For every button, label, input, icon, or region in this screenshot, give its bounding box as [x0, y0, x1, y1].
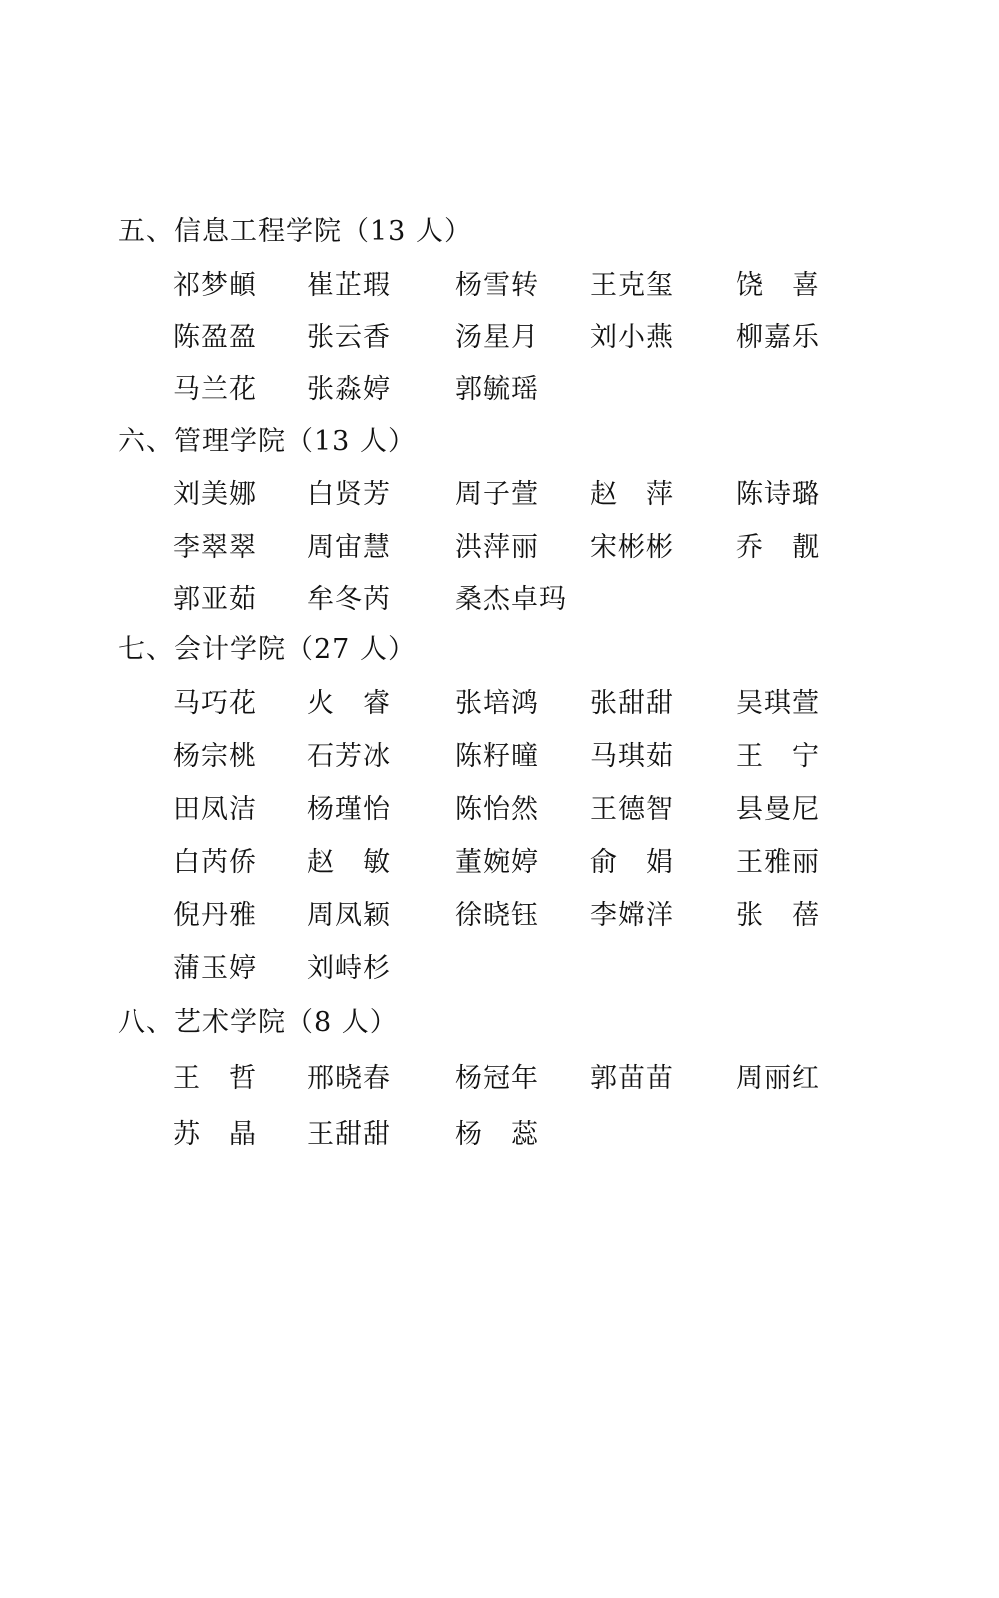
student-name: 陈籽曈: [455, 741, 539, 772]
student-name: 李嫦洋: [590, 900, 674, 931]
name-row: [0, 372, 999, 412]
student-name: 牟冬芮: [307, 584, 391, 615]
student-name: 陈怡然: [455, 794, 539, 825]
student-name: 崔芷瑕: [307, 270, 391, 301]
student-name: 邢晓春: [307, 1063, 391, 1094]
student-name: 周子萱: [455, 479, 539, 510]
student-name: 张甜甜: [590, 688, 674, 719]
student-name: 张淼婷: [307, 374, 391, 405]
student-name: 苏 晶: [173, 1119, 257, 1150]
name-row: [0, 1061, 999, 1101]
student-name: 桑杰卓玛: [455, 584, 567, 615]
student-name: 白贤芳: [307, 479, 391, 510]
student-name: 张培鸿: [455, 688, 539, 719]
name-row: [0, 1117, 999, 1157]
name-row: [0, 792, 999, 832]
student-name: 杨宗桃: [173, 741, 257, 772]
student-name: 洪萍丽: [455, 532, 539, 563]
student-name: 郭苗苗: [590, 1063, 674, 1094]
name-row: [0, 686, 999, 726]
student-name: 王 哲: [173, 1063, 257, 1094]
student-name: 张 蓓: [736, 900, 820, 931]
student-name: 杨冠年: [455, 1063, 539, 1094]
student-name: 王克玺: [590, 270, 674, 301]
student-name: 刘美娜: [173, 479, 257, 510]
student-name: 赵 萍: [590, 479, 674, 510]
student-name: 乔 靓: [736, 532, 820, 563]
student-name: 刘峙杉: [307, 953, 391, 984]
student-name: 县曼尼: [736, 794, 820, 825]
section-heading: 八、艺术学院（8 人）: [118, 1007, 398, 1038]
student-name: 马兰花: [173, 374, 257, 405]
student-name: 周丽红: [736, 1063, 820, 1094]
student-name: 蒲玉婷: [173, 953, 257, 984]
student-name: 火 睿: [307, 688, 391, 719]
student-name: 王 宁: [736, 741, 820, 772]
name-row: [0, 268, 999, 308]
student-name: 白芮侨: [173, 847, 257, 878]
student-name: 饶 喜: [736, 270, 820, 301]
student-name: 柳嘉乐: [736, 322, 820, 353]
student-name: 董婉婷: [455, 847, 539, 878]
name-row: [0, 582, 999, 622]
student-name: 陈盈盈: [173, 322, 257, 353]
name-row: [0, 845, 999, 885]
student-name: 王雅丽: [736, 847, 820, 878]
section-heading: 五、信息工程学院（13 人）: [118, 216, 472, 247]
name-row: [0, 530, 999, 570]
student-name: 倪丹雅: [173, 900, 257, 931]
student-name: 郭毓瑶: [455, 374, 539, 405]
student-name: 周凤颖: [307, 900, 391, 931]
student-name: 杨 蕊: [455, 1119, 539, 1150]
name-row: [0, 898, 999, 938]
name-row: [0, 739, 999, 779]
name-row: [0, 477, 999, 517]
student-name: 张云香: [307, 322, 391, 353]
student-name: 俞 娟: [590, 847, 674, 878]
student-name: 杨瑾怡: [307, 794, 391, 825]
student-name: 汤星月: [455, 322, 539, 353]
student-name: 刘小燕: [590, 322, 674, 353]
student-name: 郭亚茹: [173, 584, 257, 615]
student-name: 吴琪萱: [736, 688, 820, 719]
student-name: 宋彬彬: [590, 532, 674, 563]
student-name: 李翠翠: [173, 532, 257, 563]
student-name: 王甜甜: [307, 1119, 391, 1150]
student-name: 祁梦頔: [173, 270, 257, 301]
name-row: [0, 320, 999, 360]
student-name: 石芳冰: [307, 741, 391, 772]
student-name: 杨雪转: [455, 270, 539, 301]
section-heading: 七、会计学院（27 人）: [118, 634, 416, 665]
student-name: 王德智: [590, 794, 674, 825]
student-name: 马巧花: [173, 688, 257, 719]
section-heading: 六、管理学院（13 人）: [118, 426, 416, 457]
name-row: [0, 951, 999, 991]
student-name: 徐晓钰: [455, 900, 539, 931]
student-name: 马琪茹: [590, 741, 674, 772]
student-name: 陈诗璐: [736, 479, 820, 510]
student-name: 赵 敏: [307, 847, 391, 878]
student-name: 田凤洁: [173, 794, 257, 825]
student-name: 周宙慧: [307, 532, 391, 563]
